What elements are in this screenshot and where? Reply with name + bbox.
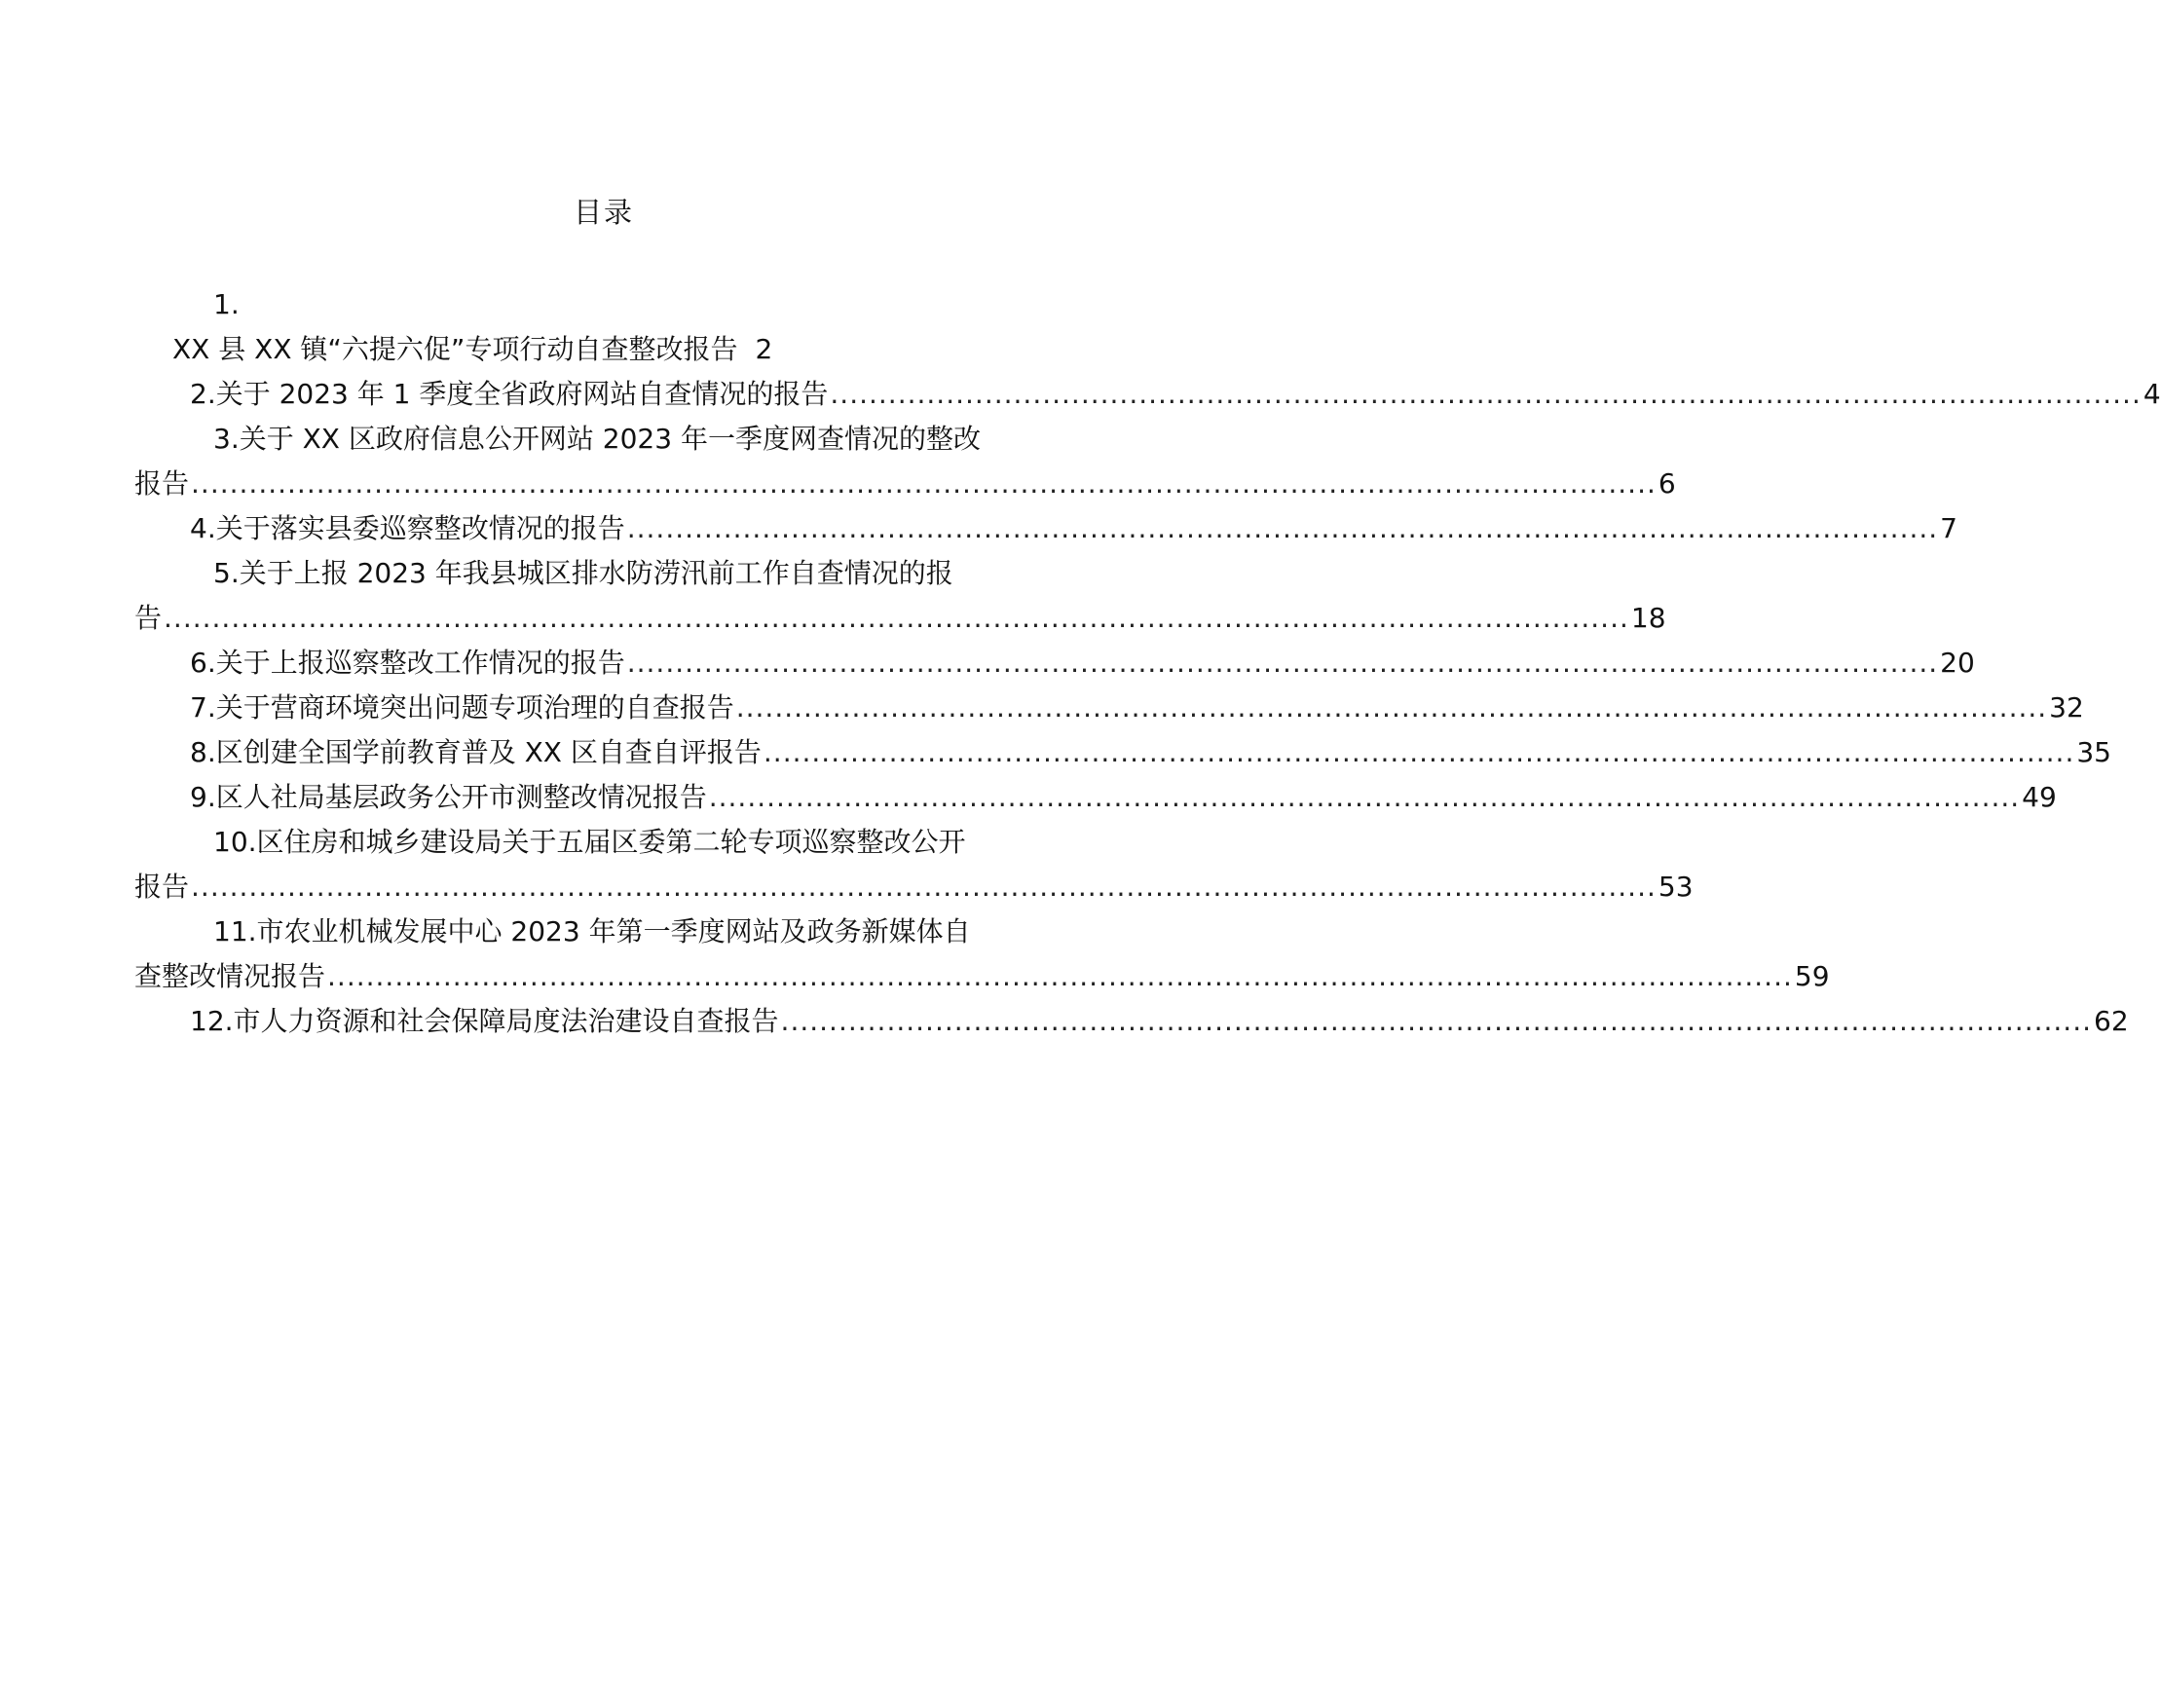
dot-leader: ........................................................................................................................................................ bbox=[191, 467, 1657, 500]
toc-entry-4[interactable] bbox=[151, 506, 1957, 551]
toc-entry-7-page: 32 bbox=[2049, 691, 2084, 724]
toc-entry-5-line-2[interactable] bbox=[134, 596, 1666, 641]
toc-entry-1-number[interactable]: 1. bbox=[213, 288, 240, 320]
toc-entry-5-title: 5.关于上报 2023 年我县城区排水防涝汛前工作自查情况的报 bbox=[213, 557, 953, 589]
table-of-contents bbox=[134, 282, 2161, 1044]
dot-leader: ........................................................................................................................................................ bbox=[191, 871, 1657, 903]
toc-entry-5-page: 18 bbox=[1630, 602, 1666, 634]
toc-entry-9[interactable] bbox=[151, 775, 2057, 820]
toc-entry-3-line-1[interactable] bbox=[151, 417, 1057, 462]
toc-entry-3-line-2[interactable] bbox=[134, 462, 1676, 506]
toc-entry-9-title: 9.区人社局基层政务公开市测整改情况报告 bbox=[190, 781, 707, 813]
toc-entry-3-title-continued: 报告 bbox=[134, 467, 190, 500]
toc-entry-8-title: 8.区创建全国学前教育普及 XX 区自查自评报告 bbox=[190, 736, 762, 768]
toc-entry-12-title: 12.市人力资源和社会保障局度法治建设自查报告 bbox=[190, 1005, 779, 1037]
dot-leader: ........................................................................................................................................ bbox=[735, 691, 2048, 724]
dot-leader: ........................................................................................................................................................ bbox=[327, 960, 1793, 992]
toc-entry-10-title-continued: 报告 bbox=[134, 871, 190, 903]
toc-entry-5-line-1[interactable] bbox=[151, 551, 1057, 596]
toc-entry-2-title: 2.关于 2023 年 1 季度全省政府网站自查情况的报告 bbox=[190, 378, 829, 410]
toc-entry-11-line-2[interactable] bbox=[134, 954, 1830, 999]
toc-entry-12[interactable] bbox=[151, 999, 2129, 1044]
toc-entry-6[interactable] bbox=[151, 641, 1975, 686]
toc-entry-10-title: 10.区住房和城乡建设局关于五届区委第二轮专项巡察整改公开 bbox=[213, 826, 966, 858]
toc-entry-2-page: 4 bbox=[2142, 378, 2161, 410]
dot-leader: ........................................................................................................................................ bbox=[763, 736, 2075, 768]
toc-entry-7-title: 7.关于营商环境突出问题专项治理的自查报告 bbox=[190, 691, 734, 724]
toc-entry-11-title-continued: 查整改情况报告 bbox=[134, 960, 326, 992]
toc-entry-1-page: 2 bbox=[755, 333, 773, 365]
toc-entry-7[interactable] bbox=[151, 686, 2084, 730]
toc-entry-1[interactable] bbox=[151, 327, 1057, 372]
dot-leader: ........................................................................................................................................ bbox=[626, 512, 1939, 544]
toc-entry-10-line-1[interactable] bbox=[151, 820, 1057, 865]
dot-leader: ........................................................................................................................................ bbox=[830, 378, 2142, 410]
toc-entry-1-title: XX 县 XX 镇“六提六促”专项行动自查整改报告 bbox=[172, 333, 738, 365]
toc-heading: 目录 bbox=[573, 196, 634, 229]
dot-leader: ........................................................................................................................................ bbox=[708, 781, 2021, 813]
toc-entry-8-page: 35 bbox=[2076, 736, 2111, 768]
toc-entry-8[interactable] bbox=[151, 730, 2111, 775]
toc-entry-6-page: 20 bbox=[1940, 647, 1975, 679]
dot-leader: ........................................................................................................................................................ bbox=[164, 602, 1629, 634]
toc-entry-9-page: 49 bbox=[2022, 781, 2057, 813]
toc-entry-10-page: 53 bbox=[1658, 871, 1694, 903]
toc-entry-1-number-line bbox=[151, 282, 1057, 327]
toc-entry-3-title: 3.关于 XX 区政府信息公开网站 2023 年一季度网查情况的整改 bbox=[213, 423, 981, 455]
toc-entry-10-line-2[interactable] bbox=[134, 865, 1694, 910]
dot-leader: ........................................................................................................................................ bbox=[626, 647, 1939, 679]
toc-entry-5-title-continued: 告 bbox=[134, 602, 163, 634]
dot-leader: ........................................................................................................................................ bbox=[780, 1005, 2092, 1037]
toc-entry-4-page: 7 bbox=[1940, 512, 1957, 544]
toc-entry-3-page: 6 bbox=[1658, 467, 1676, 500]
toc-entry-6-title: 6.关于上报巡察整改工作情况的报告 bbox=[190, 647, 625, 679]
toc-entry-11-page: 59 bbox=[1794, 960, 1830, 992]
toc-entry-11-title: 11.市农业机械发展中心 2023 年第一季度网站及政务新媒体自 bbox=[213, 915, 971, 947]
toc-entry-11-line-1[interactable] bbox=[151, 910, 1057, 954]
toc-entry-2[interactable] bbox=[151, 372, 2161, 417]
toc-entry-4-title: 4.关于落实县委巡察整改情况的报告 bbox=[190, 512, 625, 544]
toc-entry-12-page: 62 bbox=[2094, 1005, 2129, 1037]
